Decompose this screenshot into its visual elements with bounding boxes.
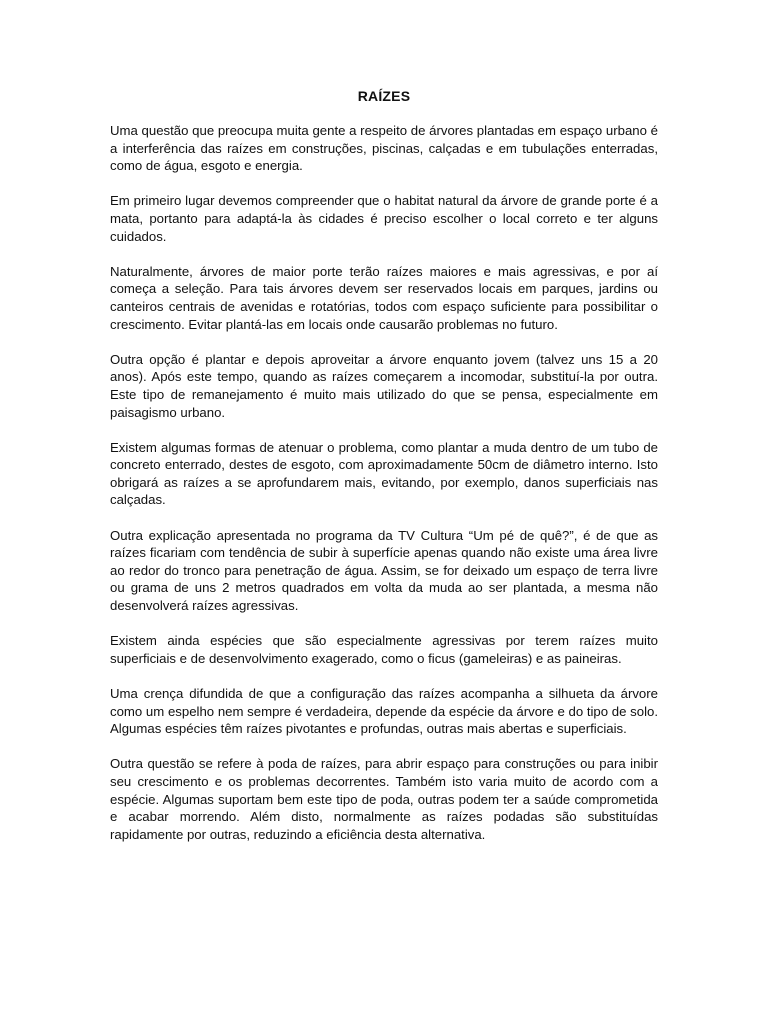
document-title: RAÍZES (357, 88, 411, 104)
paragraph-6: Outra explicação apresentada no programa da TV Cultura “Um pé de quê?”, é de que as raízes ficariam com tendência de subir à superfície apenas quando não existe uma área livre ao redor do tronco para penetração de água. Assim, se for deixado um espaço de terra livre ou grama de uns 2 metros quadrados em volta da muda ao ser plantada, a mesma não desenvolverá raízes agressivas. (110, 527, 658, 614)
paragraph-9: Outra questão se refere à poda de raízes, para abrir espaço para construções ou para inibir seu crescimento e os problemas decorrentes. Também isto varia muito de acordo com a espécie. Algumas suportam bem este tipo de poda, outras podem ter a saúde comprometida e acabar morrendo. Além disto, normalmente as raízes podadas são substituídas rapidamente por outras, reduzindo a eficiência desta alternativa. (110, 756, 658, 842)
paragraph-3: Naturalmente, árvores de maior porte terão raízes maiores e mais agressivas, e por aí começa a seleção. Para tais árvores devem ser reservados locais em parques, jardins ou canteiros centrais de avenidas e rotatórias, todos com espaço suficiente para possibilitar o crescimento. Evitar plantá-las em locais onde causarão problemas no futuro. (110, 263, 658, 332)
paragraph-5: Existem algumas formas de atenuar o problema, como plantar a muda dentro de um tubo de concreto enterrado, destes de esgoto, com aproximadamente 50cm de diâmetro interno. Isto obrigará as raízes a se aprofundarem mais, evitando, por exemplo, danos superficiais nas calçadas. (110, 439, 658, 508)
document-body (110, 122, 658, 861)
paragraph-2: Em primeiro lugar devemos compreender que o habitat natural da árvore de grande porte é a mata, portanto para adaptá-la às cidades é preciso escolher o local correto e ter alguns cuidados. (110, 193, 658, 244)
paragraph-8: Uma crença difundida de que a configuração das raízes acompanha a silhueta da árvore como um espelho nem sempre é verdadeira, depende da espécie da árvore e do tipo de solo. Algumas espécies têm raízes pivotantes e profundas, outras mais abertas e superficiais. (110, 686, 658, 737)
paragraph-1: Uma questão que preocupa muita gente a respeito de árvores plantadas em espaço urbano é a interferência das raízes em construções, piscinas, calçadas e em tubulações enterradas, como de água, esgoto e energia. (110, 123, 658, 174)
paragraph-7: Existem ainda espécies que são especialmente agressivas por terem raízes muito superficiais e de desenvolvimento exagerado, como o ficus (gameleiras) e as paineiras. (110, 633, 658, 666)
paragraph-4: Outra opção é plantar e depois aproveitar a árvore enquanto jovem (talvez uns 15 a 20 anos). Após este tempo, quando as raízes começarem a incomodar, substituí-la por outra. Este tipo de remanejamento é muito mais utilizado do que se pensa, especialmente em paisagismo urbano. (110, 351, 658, 420)
